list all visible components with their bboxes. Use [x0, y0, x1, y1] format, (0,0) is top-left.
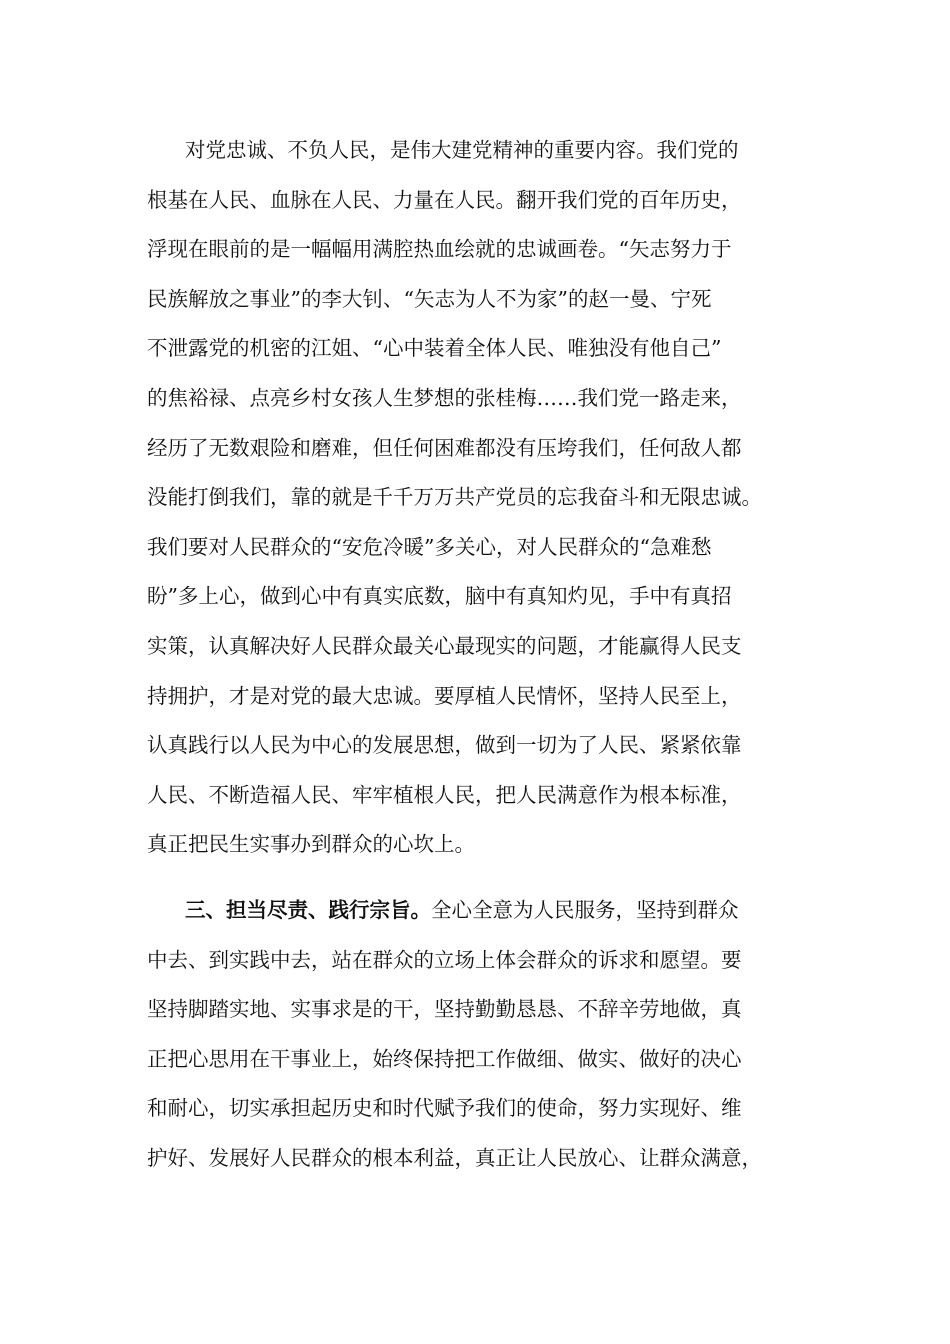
section-heading: 三、担当尽责、践行宗旨。 — [185, 898, 431, 922]
paragraph-loyalty — [147, 126, 827, 870]
text-line: 持拥护，才是对党的最大忠诚。要厚植人民情怀，坚持人民至上， — [147, 683, 742, 708]
text-line: 经历了无数艰险和磨难，但任何困难都没有压垮我们，任何敌人都 — [147, 435, 742, 460]
text-line: 和耐心，切实承担起历史和时代赋予我们的使命，努力实现好、维 — [147, 1096, 742, 1121]
text-line: 不泄露党的机密的江姐、“心中装着全体人民、唯独没有他自己” — [147, 336, 722, 361]
text-line: 实策，认真解决好人民群众最关心最现实的问题，才能赢得人民支 — [147, 633, 742, 658]
text-line: 没能打倒我们，靠的就是千千万万共产党员的忘我奋斗和无限忠诚。 — [147, 485, 762, 510]
text-line: 中去、到实践中去，站在群众的立场上体会群众的诉求和愿望。要 — [147, 947, 742, 972]
text-line: 认真践行以人民为中心的发展思想，做到一切为了人民、紧紧依靠 — [147, 733, 742, 758]
text-line: 真正把民生实事办到群众的心坎上。 — [147, 832, 475, 857]
text-line: 我们要对人民群众的“安危冷暖”多关心，对人民群众的“急难愁 — [147, 534, 712, 559]
text-line: 正把心思用在干事业上，始终保持把工作做细、做实、做好的决心 — [147, 1046, 742, 1071]
text-run: 全心全意为人民服务，坚持到群众 — [431, 898, 739, 922]
text-line: 盼”多上心，做到心中有真实底数，脑中有真知灼见，手中有真招 — [147, 584, 732, 609]
text-line: 根基在人民、血脉在人民、力量在人民。翻开我们党的百年历史， — [147, 187, 742, 212]
text-line: 的焦裕禄、点亮乡村女孩人生梦想的张桂梅……我们党一路走来， — [147, 385, 742, 410]
paragraph-section-three — [147, 886, 827, 1184]
text-line: 浮现在眼前的是一幅幅用满腔热血绘就的忠诚画卷。“矢志努力于 — [147, 237, 732, 262]
text-line: 人民、不断造福人民、牢牢植根人民，把人民满意作为根本标准， — [147, 782, 742, 807]
text-line: 民族解放之事业”的李大钊、“矢志为人不为家”的赵一曼、宁死 — [147, 286, 712, 311]
text-line: 对党忠诚、不负人民，是伟大建党精神的重要内容。我们党的 — [185, 138, 739, 162]
text-line: 护好、发展好人民群众的根本利益，真正让人民放心、让群众满意， — [147, 1145, 762, 1170]
text-line — [147, 886, 827, 936]
text-line: 坚持脚踏实地、实事求是的干，坚持勤勤恳恳、不辞辛劳地做，真 — [147, 997, 742, 1022]
